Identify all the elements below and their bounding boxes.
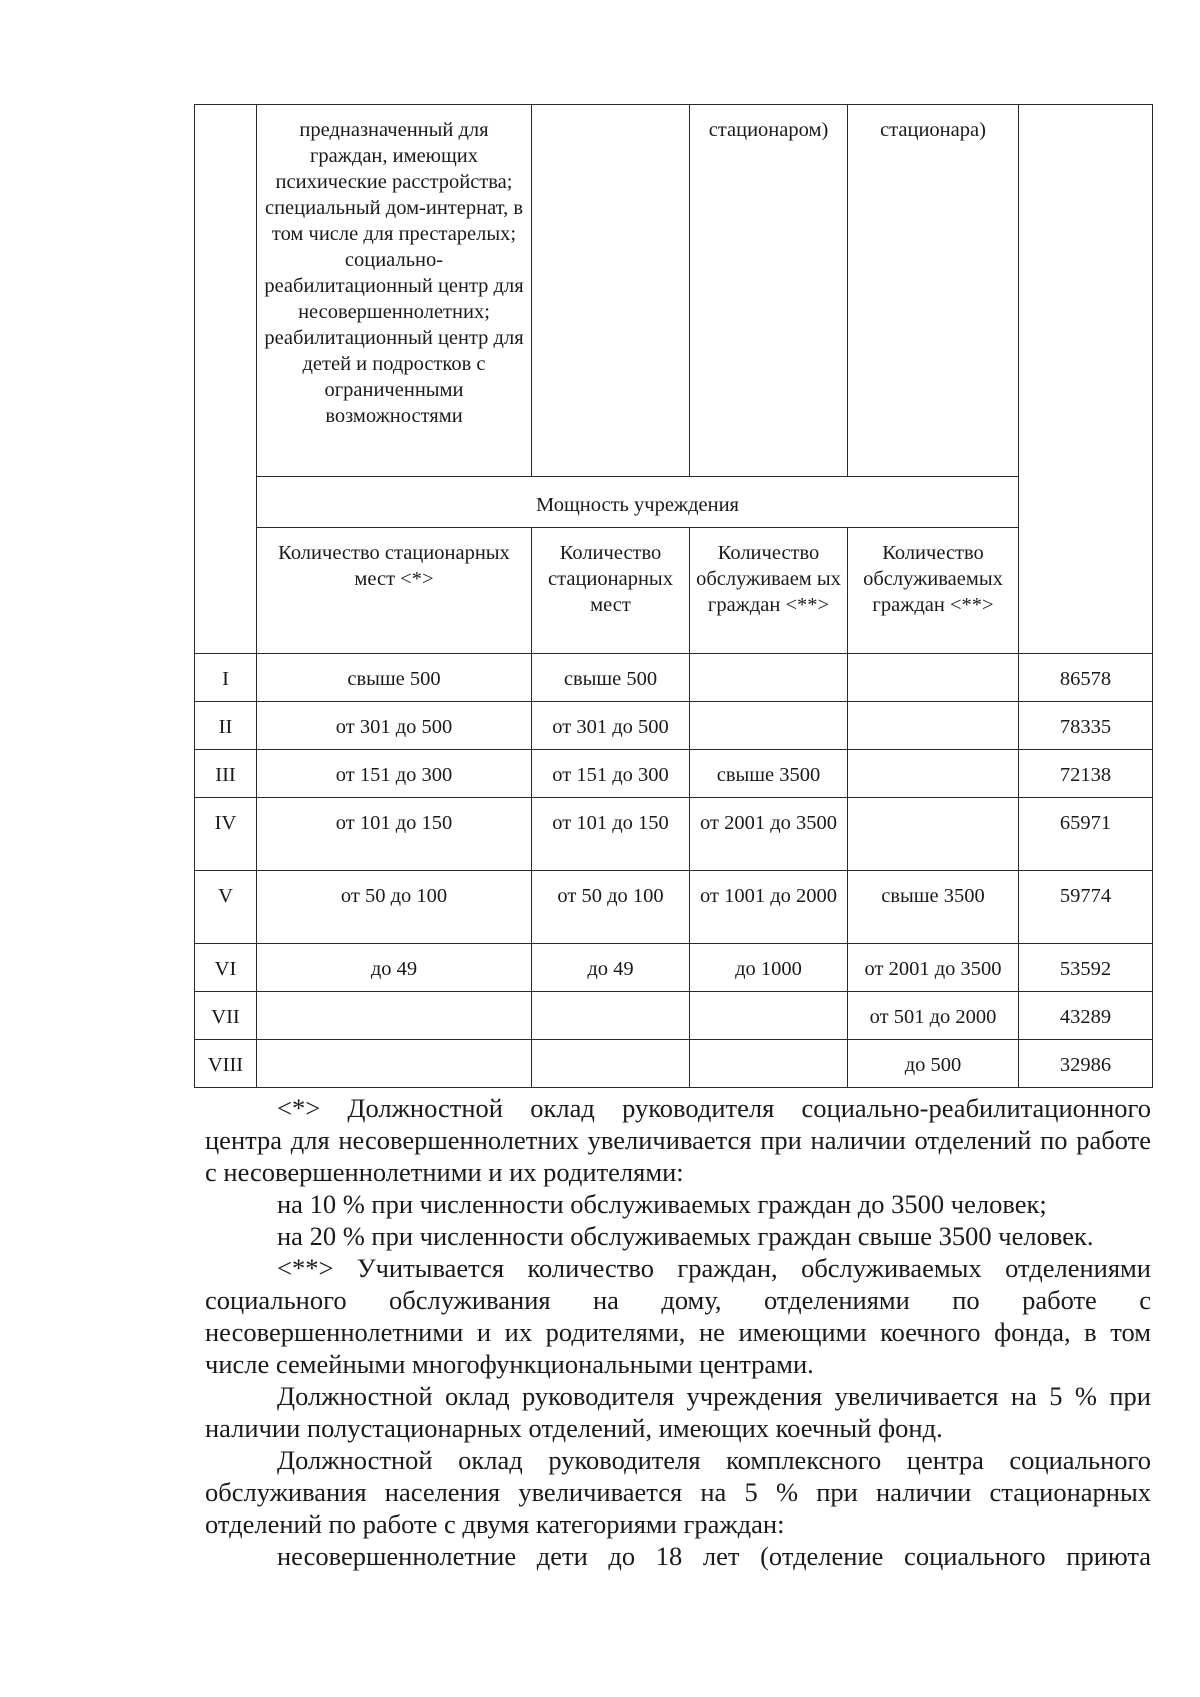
value-cell: свыше 500 xyxy=(257,654,532,702)
group-cell: VII xyxy=(195,992,257,1040)
salary-cell: 32986 xyxy=(1019,1040,1153,1088)
value-cell: от 50 до 100 xyxy=(257,871,532,944)
value-cell xyxy=(848,750,1019,798)
value-cell xyxy=(690,1040,848,1088)
subheader-stationary-places-2: Количество стационарных мест xyxy=(532,528,690,654)
table-row xyxy=(195,702,1153,750)
value-cell: свыше 500 xyxy=(532,654,690,702)
group-cell: II xyxy=(195,702,257,750)
paragraph-complex-center: Должностной оклад руководителя комплексного центра социального обслуживания населения увеличивается на 5 % при наличии стационарных отделений по работе с двумя категориями граждан: xyxy=(205,1445,1151,1539)
value-cell: от 101 до 150 xyxy=(257,798,532,871)
header-cell-2 xyxy=(532,105,690,477)
salary-cell: 72138 xyxy=(1019,750,1153,798)
table-row xyxy=(195,798,1153,871)
value-cell: от 1001 до 2000 xyxy=(690,871,848,944)
table-row xyxy=(195,654,1153,702)
table-row xyxy=(195,992,1153,1040)
header-cell-3: стационаром) xyxy=(690,105,848,477)
value-cell: от 2001 до 3500 xyxy=(690,798,848,871)
value-cell: от 501 до 2000 xyxy=(848,992,1019,1040)
table-row xyxy=(195,944,1153,992)
header-cell-4: стационара) xyxy=(848,105,1019,477)
salary-cell: 59774 xyxy=(1019,871,1153,944)
value-cell xyxy=(532,1040,690,1088)
paragraph-semistationary: Должностной оклад руководителя учреждения увеличивается на 5 % при наличии полустационарных отделений, имеющих коечный фонд. xyxy=(205,1381,1151,1443)
value-cell: от 151 до 300 xyxy=(532,750,690,798)
value-cell xyxy=(690,992,848,1040)
footnote-double-asterisk: <**> Учитывается количество граждан, обслуживаемых отделениями социального обслуживания на дому, отделениями по работе с несовершеннолетними и их родителями, не имеющими коечного фонда, в том числе семейными многофункциональными центрами. xyxy=(205,1253,1151,1379)
value-cell: свыше 3500 xyxy=(848,871,1019,944)
institution-types-cell: предназначенный для граждан, имеющих психические расстройства; специальный дом-интернат, в том числе для престарелых; социально-реабилитационный центр для несовершеннолетних; реабилитационный центр для детей и подростков с ограниченными возможностями xyxy=(257,105,532,477)
subheader-stationary-places-1: Количество стационарных мест <*> xyxy=(257,528,532,654)
group-cell: IV xyxy=(195,798,257,871)
group-cell: VIII xyxy=(195,1040,257,1088)
value-cell xyxy=(848,654,1019,702)
value-cell xyxy=(848,798,1019,871)
salary-cell: 53592 xyxy=(1019,944,1153,992)
table-row xyxy=(195,1040,1153,1088)
value-cell: свыше 3500 xyxy=(690,750,848,798)
group-cell: VI xyxy=(195,944,257,992)
paragraph-minors: несовершеннолетние дети до 18 лет (отделение социального приюта xyxy=(277,1541,1151,1571)
footnotes-body xyxy=(205,1092,1151,1572)
table-row xyxy=(195,750,1153,798)
group-cell: I xyxy=(195,654,257,702)
subheader-served-citizens-2: Количество обслуживаемых граждан <**> xyxy=(848,528,1019,654)
value-cell xyxy=(848,702,1019,750)
value-cell: от 151 до 300 xyxy=(257,750,532,798)
salary-cell: 86578 xyxy=(1019,654,1153,702)
salary-column-header-cell xyxy=(1019,105,1153,654)
value-cell: до 49 xyxy=(532,944,690,992)
table-row xyxy=(195,871,1153,944)
salary-cell: 65971 xyxy=(1019,798,1153,871)
value-cell: до 1000 xyxy=(690,944,848,992)
value-cell: от 301 до 500 xyxy=(257,702,532,750)
value-cell xyxy=(257,1040,532,1088)
group-cell: V xyxy=(195,871,257,944)
value-cell: от 50 до 100 xyxy=(532,871,690,944)
value-cell: до 49 xyxy=(257,944,532,992)
value-cell: до 500 xyxy=(848,1040,1019,1088)
group-column-header-cell xyxy=(195,105,257,654)
value-cell xyxy=(690,654,848,702)
value-cell xyxy=(690,702,848,750)
value-cell: от 301 до 500 xyxy=(532,702,690,750)
footnote-item-20-percent: на 20 % при численности обслуживаемых граждан свыше 3500 человек. xyxy=(277,1221,1094,1251)
value-cell: от 101 до 150 xyxy=(532,798,690,871)
subheader-served-citizens-1: Количество обслуживаем ых граждан <**> xyxy=(690,528,848,654)
salary-table xyxy=(194,104,1153,1088)
salary-cell: 78335 xyxy=(1019,702,1153,750)
value-cell xyxy=(257,992,532,1040)
value-cell: от 2001 до 3500 xyxy=(848,944,1019,992)
footnote-item-10-percent: на 10 % при численности обслуживаемых граждан до 3500 человек; xyxy=(277,1189,1047,1219)
salary-cell: 43289 xyxy=(1019,992,1153,1040)
institution-power-header: Мощность учреждения xyxy=(257,477,1019,528)
footnote-single-asterisk: <*> Должностной оклад руководителя социально-реабилитационного центра для несовершеннолетних увеличивается при наличии отделений по работе с несовершеннолетними и их родителями: xyxy=(205,1093,1151,1187)
value-cell xyxy=(532,992,690,1040)
group-cell: III xyxy=(195,750,257,798)
